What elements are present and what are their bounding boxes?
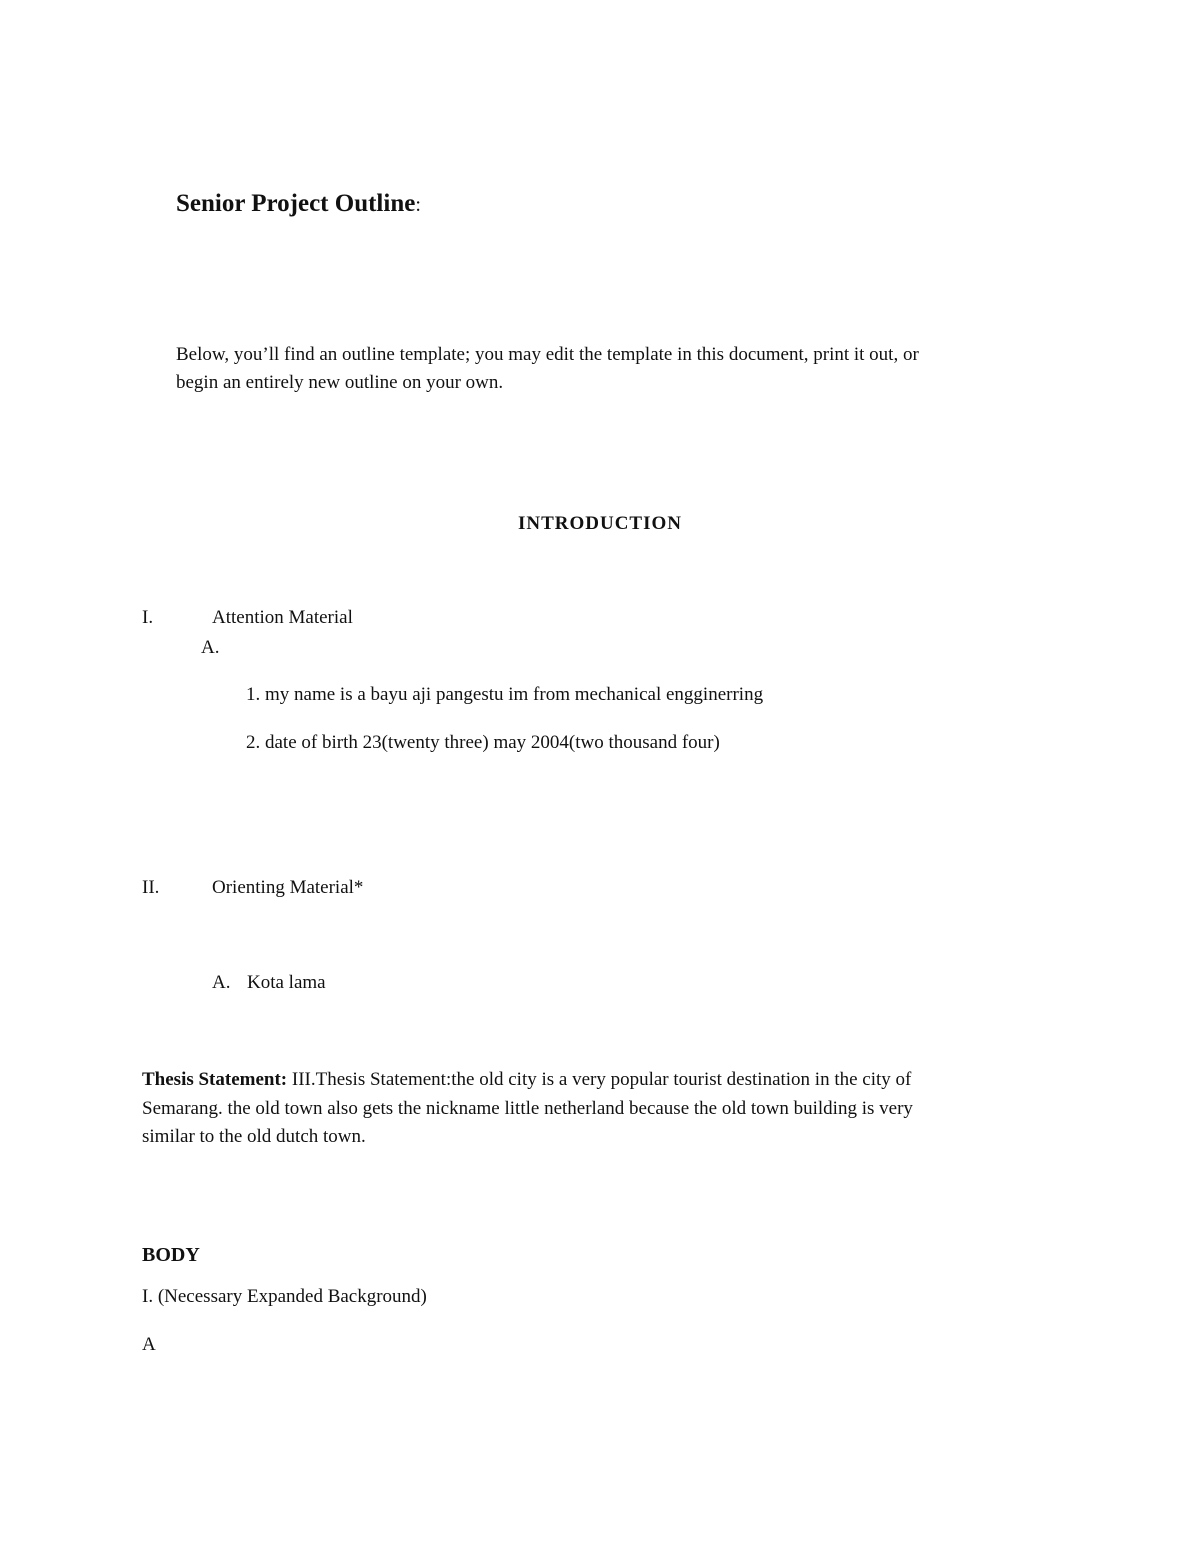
- document-title: [176, 190, 421, 218]
- thesis-statement: [142, 1066, 1042, 1152]
- intro-line-1: Below, you’ll find an outline template; you may edit the template in this document, print it out, or: [176, 344, 919, 365]
- document-title-text: Senior Project Outline: [176, 190, 416, 217]
- intro-paragraph: [176, 341, 1056, 397]
- thesis-line-1-text: III.Thesis Statement:the old city is a very popular tourist destination in the city of: [287, 1069, 912, 1090]
- body-item-1-sub: A: [142, 1334, 156, 1355]
- section-1-point-2: 2. date of birth 23(twenty three) may 2004(two thousand four): [246, 732, 720, 753]
- section-1-sub-letter: A.: [201, 637, 220, 658]
- section-2-sub-text: Kota lama: [247, 972, 326, 993]
- body-item-1: I. (Necessary Expanded Background): [142, 1286, 427, 1307]
- thesis-line-3: similar to the old dutch town.: [142, 1126, 366, 1147]
- section-1-label: Attention Material: [212, 607, 353, 628]
- section-1-numeral: I.: [142, 607, 154, 628]
- introduction-heading: INTRODUCTION: [517, 513, 683, 534]
- section-2-sub-letter: A.: [212, 972, 231, 993]
- thesis-line-1: [142, 1066, 1042, 1095]
- body-heading: BODY: [142, 1244, 200, 1266]
- section-2-numeral: II.: [142, 877, 160, 898]
- document-title-colon: :: [415, 194, 421, 216]
- section-1-point-1: 1. my name is a bayu aji pangestu im from mechanical engginerring: [246, 684, 764, 705]
- intro-line-2: begin an entirely new outline on your own.: [176, 372, 504, 393]
- thesis-label: Thesis Statement:: [142, 1069, 288, 1090]
- thesis-line-2: Semarang. the old town also gets the nickname little netherland because the old town building is very: [142, 1097, 913, 1119]
- section-2-label: Orienting Material*: [212, 877, 364, 898]
